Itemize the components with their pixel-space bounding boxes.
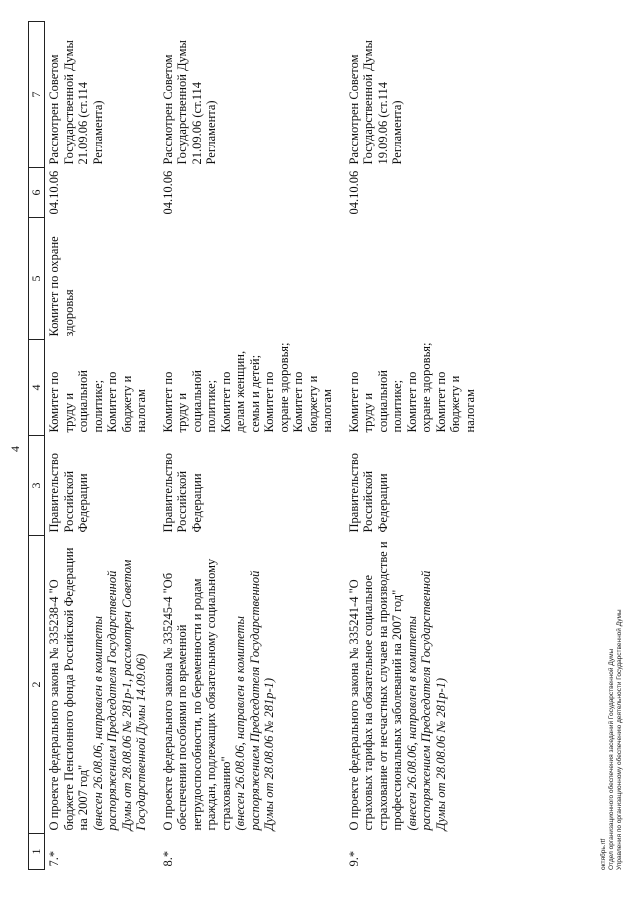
- responsible-committee: [159, 218, 345, 340]
- status: Рассмотрен Советом Государственной Думы 19.09.06 (ст.114 Регламента): [346, 40, 404, 165]
- table-row: [159, 22, 345, 870]
- column-header: 7: [29, 22, 45, 168]
- date: 04.10.06: [47, 170, 61, 215]
- bill-note: (внесен 26.08.06, направлен в комитеты распоряжением Председателя Государственной Думы от 28.08.06 № 281р-1, рассмотрен Советом Государственной Думы 14.09.06): [90, 559, 148, 831]
- column-header: 4: [29, 340, 45, 436]
- initiator: Правительство Российской Федерации: [160, 453, 204, 533]
- initiator: Правительство Российской Федерации: [346, 453, 390, 533]
- footer-department: Отдел организационного обеспечения заседаний Государственной Думы: [608, 648, 615, 870]
- bill-description: [159, 536, 345, 834]
- bill-description: [345, 536, 488, 834]
- agenda-table: [28, 21, 487, 870]
- row-number: 7.*: [47, 850, 61, 867]
- committees: Комитет по труду и социальной политике; Комитет по бюджету и налогам: [47, 370, 148, 433]
- footer-file-name: октябрь.rtf: [600, 838, 607, 870]
- column-number-row: [29, 22, 45, 870]
- column-header: 5: [29, 218, 45, 340]
- bill-note: (внесен 26.08.06, направлен в комитеты распоряжением Председателя Государственной Думы от 28.08.06 № 281р-1): [404, 570, 448, 831]
- table-row: [345, 22, 488, 870]
- column-header: 1: [29, 834, 45, 870]
- page-number: 4: [8, 446, 22, 452]
- column-header: 6: [29, 168, 45, 218]
- date: 04.10.06: [346, 170, 361, 215]
- bill-title: О проекте федерального закона № 335241-4 "О страховых тарифах на обязательное социальное страхование от несчастных случаев на производстве и профессиональных заболеваний на 2007 год": [346, 541, 404, 831]
- bill-note: (внесен 26.08.06, направлен в комитеты распоряжением Председателя Государственной Думы от 28.08.06 № 281р-1): [233, 570, 276, 831]
- table-row: [45, 22, 159, 870]
- initiator: Правительство Российской Федерации: [47, 453, 90, 533]
- row-number: 9.*: [346, 850, 361, 867]
- committees: Комитет по труду и социальной политике; Комитет по охране здоровья; Комитет по бюджету и налогам: [346, 342, 477, 433]
- row-number: 8.*: [160, 850, 175, 867]
- status: Рассмотрен Советом Государственной Думы 21.09.06 (ст.114 Регламента): [160, 40, 218, 165]
- status: Рассмотрен Советом Государственной Думы 21.09.06 (ст.114 Регламента): [47, 40, 105, 165]
- column-header: 2: [29, 536, 45, 834]
- bill-description: [45, 536, 159, 834]
- column-header: 3: [29, 436, 45, 536]
- responsible-committee: [345, 218, 488, 340]
- bill-title: О проекте федерального закона № 335238-4 "О бюджете Пенсионного фонда Российской Федерации на 2007 год": [47, 547, 90, 831]
- date: 04.10.06: [160, 170, 175, 215]
- bill-title: О проекте федерального закона № 335245-4 "Об обеспечении пособиями по временной нетрудоспособности, по беременности и родам граждан, подлежащих обязательному социальному страхованию": [160, 558, 233, 831]
- committees: Комитет по труду и социальной политике; Комитет по делам женщин, семьи и детей; Комитет по охране здоровья; Комитет по бюджету и налогам: [160, 342, 334, 433]
- document-footer: [600, 609, 624, 870]
- footer-directorate: Управления по организационному обеспечению деятельности Государственной Думы: [616, 609, 623, 870]
- responsible-committee: Комитет по охране здоровья: [47, 236, 76, 337]
